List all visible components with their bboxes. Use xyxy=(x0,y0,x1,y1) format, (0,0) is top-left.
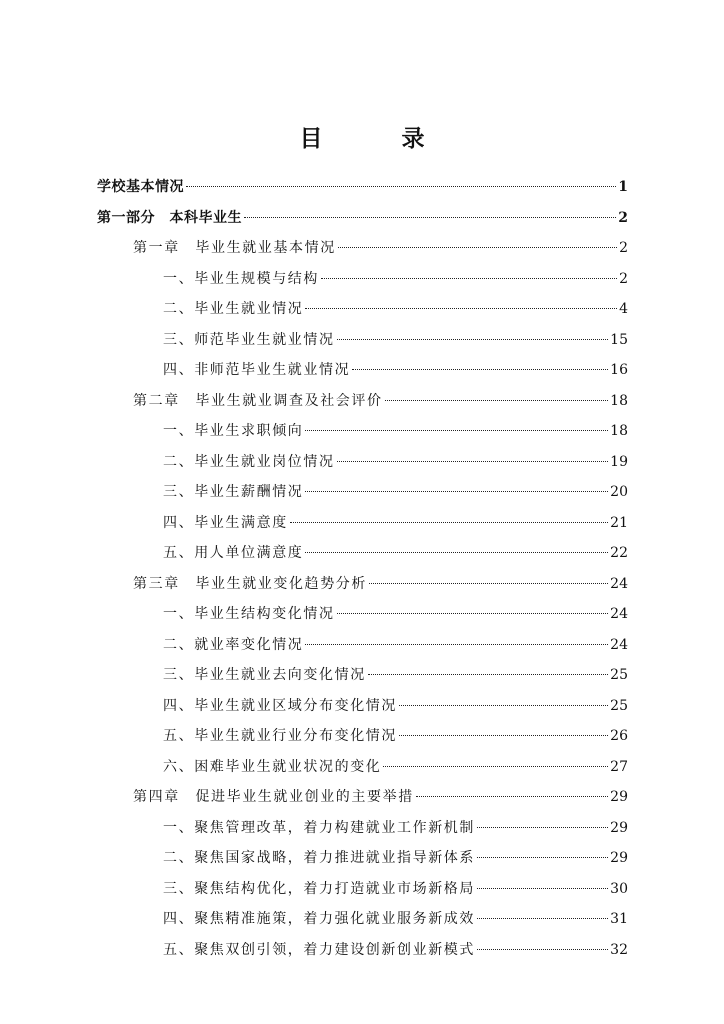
toc-page-number: 25 xyxy=(610,667,628,683)
toc-page-number: 27 xyxy=(610,758,628,775)
toc-page-number: 32 xyxy=(610,941,628,958)
toc-entry-label: 三、毕业生薪酬情况 xyxy=(163,484,304,500)
dot-leader xyxy=(399,735,608,736)
dot-leader xyxy=(305,552,608,553)
dot-leader xyxy=(383,766,608,767)
toc-entry-section[interactable] xyxy=(163,908,628,930)
dot-leader xyxy=(337,613,609,614)
dot-leader xyxy=(368,674,608,675)
toc-entry-section[interactable] xyxy=(163,603,628,625)
dot-leader xyxy=(369,583,608,584)
toc-entry-label: 第一章 毕业生就业基本情况 xyxy=(133,240,336,256)
toc-entry-label: 五、聚焦双创引领，着力建设创新创业新模式 xyxy=(163,941,475,958)
toc-entry-label: 一、聚焦管理改革，着力构建就业工作新机制 xyxy=(163,819,475,836)
dot-leader xyxy=(477,918,608,919)
dot-leader xyxy=(321,278,617,279)
toc-page-number: 2 xyxy=(619,240,628,256)
toc-entry-label: 三、毕业生就业去向变化情况 xyxy=(163,667,366,683)
dot-leader xyxy=(477,827,608,828)
toc-entry-section[interactable] xyxy=(163,420,628,442)
toc-entry-section[interactable] xyxy=(163,359,628,381)
toc-entry-label: 四、非师范毕业生就业情况 xyxy=(163,362,351,378)
toc-entry-label: 二、聚焦国家战略，着力推进就业指导新体系 xyxy=(163,850,475,866)
toc-page-number: 21 xyxy=(610,514,628,531)
toc-page-number: 18 xyxy=(610,423,628,439)
dot-leader xyxy=(337,461,609,462)
dot-leader xyxy=(305,644,608,645)
dot-leader xyxy=(305,430,608,431)
toc-entry-section[interactable] xyxy=(163,756,628,778)
dot-leader xyxy=(337,339,609,340)
toc-page-number: 29 xyxy=(610,850,628,866)
toc-entry-label: 五、毕业生就业行业分布变化情况 xyxy=(163,728,397,744)
toc-page-number: 19 xyxy=(610,453,628,470)
dot-leader xyxy=(399,705,608,706)
dot-leader xyxy=(186,186,616,187)
toc-entry-section[interactable] xyxy=(163,664,628,686)
toc-page-number: 1 xyxy=(618,179,628,195)
toc-entry-label: 四、毕业生满意度 xyxy=(163,514,288,531)
toc-entry-section[interactable] xyxy=(163,725,628,747)
toc-entry-section[interactable] xyxy=(163,268,628,290)
toc-page-number: 29 xyxy=(610,819,628,836)
dot-leader xyxy=(290,522,608,523)
toc-entry-top[interactable] xyxy=(97,176,628,198)
page-title: 目 录 xyxy=(299,125,453,152)
toc-entry-label: 三、师范毕业生就业情况 xyxy=(163,331,335,348)
toc-entry-label: 六、困难毕业生就业状况的变化 xyxy=(163,758,382,775)
toc-entry-top[interactable] xyxy=(97,207,628,229)
toc-page-number: 31 xyxy=(610,911,628,927)
toc-page-number: 24 xyxy=(610,636,628,653)
toc-page-number: 4 xyxy=(619,301,628,317)
toc-entry-label: 四、聚焦精准施策，着力强化就业服务新成效 xyxy=(163,911,475,927)
toc-entry-chapter[interactable] xyxy=(133,390,628,412)
dot-leader xyxy=(477,949,608,950)
dot-leader xyxy=(477,888,608,889)
toc-entry-label: 五、用人单位满意度 xyxy=(163,545,304,561)
toc-entry-label: 一、毕业生求职倾向 xyxy=(163,423,304,439)
toc-page-number: 25 xyxy=(610,697,628,714)
toc-entry-label: 二、就业率变化情况 xyxy=(163,636,304,653)
dot-leader xyxy=(338,247,617,248)
toc-entry-section[interactable] xyxy=(163,695,628,717)
toc-page-number: 15 xyxy=(610,331,628,348)
toc-entry-section[interactable] xyxy=(163,542,628,564)
toc-entry-section[interactable] xyxy=(163,878,628,900)
dot-leader xyxy=(305,491,608,492)
toc-entry-section[interactable] xyxy=(163,329,628,351)
toc-entry-section[interactable] xyxy=(163,939,628,961)
toc-entry-section[interactable] xyxy=(163,451,628,473)
dot-leader xyxy=(416,796,608,797)
dot-leader xyxy=(477,857,608,858)
dot-leader xyxy=(244,217,616,218)
toc-page-number: 24 xyxy=(610,575,628,592)
toc-entry-chapter[interactable] xyxy=(133,237,628,259)
toc-page-number: 2 xyxy=(618,209,628,226)
toc-page-number: 18 xyxy=(610,392,628,409)
toc-entry-label: 一、毕业生规模与结构 xyxy=(163,270,319,287)
toc-entry-chapter[interactable] xyxy=(133,573,628,595)
toc-page-number: 29 xyxy=(610,789,628,805)
toc-page-number: 20 xyxy=(610,484,628,500)
toc-entry-section[interactable] xyxy=(163,817,628,839)
toc-page-number: 26 xyxy=(610,728,628,744)
toc-entry-label: 四、毕业生就业区域分布变化情况 xyxy=(163,697,397,714)
toc-entry-label: 第三章 毕业生就业变化趋势分析 xyxy=(133,575,367,592)
dot-leader xyxy=(352,369,608,370)
toc-entry-chapter[interactable] xyxy=(133,786,628,808)
toc-entry-label: 三、聚焦结构优化，着力打造就业市场新格局 xyxy=(163,880,475,897)
toc-page-number: 22 xyxy=(610,545,628,561)
toc-entry-label: 第二章 毕业生就业调查及社会评价 xyxy=(133,392,383,409)
toc-entry-label: 二、毕业生就业岗位情况 xyxy=(163,453,335,470)
toc-entry-section[interactable] xyxy=(163,298,628,320)
toc-page-number: 30 xyxy=(610,880,628,897)
toc-entry-section[interactable] xyxy=(163,634,628,656)
toc-page-number: 16 xyxy=(610,362,628,378)
toc-entry-section[interactable] xyxy=(163,481,628,503)
toc-entry-label: 第一部分 本科毕业生 xyxy=(97,209,242,226)
dot-leader xyxy=(305,308,617,309)
toc-entry-label: 二、毕业生就业情况 xyxy=(163,301,304,317)
toc-page-number: 24 xyxy=(610,606,628,622)
toc-entry-section[interactable] xyxy=(163,512,628,534)
toc-entry-label: 学校基本情况 xyxy=(97,179,184,195)
toc-entry-label: 第四章 促进毕业生就业创业的主要举措 xyxy=(133,789,414,805)
toc-entry-label: 一、毕业生结构变化情况 xyxy=(163,606,335,622)
dot-leader xyxy=(385,400,609,401)
toc-page-number: 2 xyxy=(619,270,628,287)
toc-entry-section[interactable] xyxy=(163,847,628,869)
